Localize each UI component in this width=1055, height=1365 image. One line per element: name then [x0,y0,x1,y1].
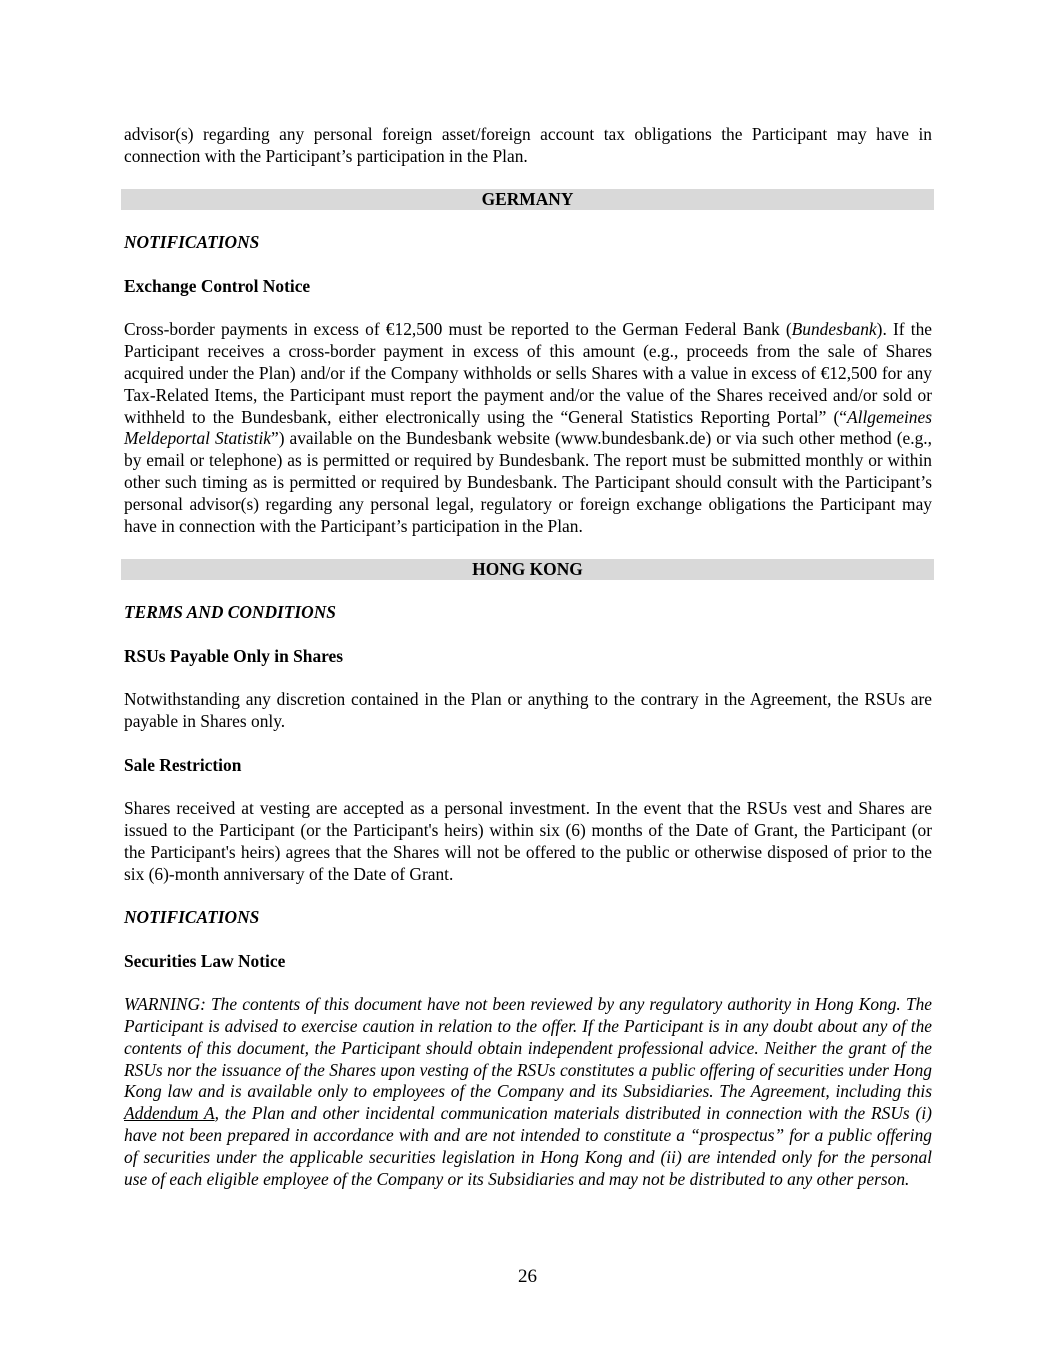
securities-warning-paragraph: WARNING: The contents of this document have not been reviewed by any regulatory authority in Hong Kong. The Participant is advised to exercise caution in relation to the offer. If the Participant is in any doubt about any of the contents of this document, the Participant should obtain independent professional advice. Neither the grant of the RSUs nor the issuance of the Shares upon vesting of the RSUs constitutes a public offering of securities under Hong Kong law and is available only to employees of the Company and its Subsidiaries. The Agreement, including this Addendum A, the Plan and other incidental communication materials distributed in connection with the RSUs (i) have not been prepared in accordance with and are not intended to constitute a “prospectus” for a public offering of securities under the applicable securities legislation in Hong Kong and (ii) are intended only for the personal use of each eligible employee of the Company or its Subsidiaries and may not be distributed to any other person. [124,994,932,1189]
sale-restriction-heading: Sale Restriction [124,754,242,775]
rsu-paragraph: Notwithstanding any discretion contained in the Plan or anything to the contrary in the Agreement, the RSUs are payable in Shares only. [124,689,932,731]
section-band-germany: GERMANY [121,189,934,210]
document-page [124,124,932,1190]
section-band-hong-kong: HONG KONG [121,559,934,580]
securities-law-heading: Securities Law Notice [124,950,286,971]
exchange-control-heading: Exchange Control Notice [124,275,311,296]
rsu-heading: RSUs Payable Only in Shares [124,645,344,666]
bundesbank-italic: Bundesbank [791,319,877,340]
germany-notifications-heading: NOTIFICATIONS [124,232,260,253]
sale-restriction-paragraph: Shares received at vesting are accepted as a personal investment. In the event that the RSUs vest and Shares are issued to the Participant (or the Participant's heirs) within six (6) months of the Date of Grant, the Participant (or the Participant's heirs) agrees that the Shares will not be offered to the public or otherwise disposed of prior to the six (6)-month anniversary of the Date of Grant. [124,798,932,884]
hk-notifications-heading: NOTIFICATIONS [124,907,260,928]
intro-paragraph: advisor(s) regarding any personal foreign asset/foreign account tax obligations the Participant may have in connection with the Participant’s participation in the Plan. [124,124,932,166]
portal-name-italic: Allgemeines Meldeportal Statistik [124,406,932,449]
terms-heading: TERMS AND CONDITIONS [124,601,336,622]
page-number: 26 [518,1266,537,1287]
addendum-link[interactable]: Addendum A [124,1103,215,1124]
exchange-control-paragraph: Cross-border payments in excess of €12,500 must be reported to the German Federal Bank (Bundesbank). If the Participant receives a cross-border payment in excess of this amount (e.g., proceeds from the sale of Shares acquired under the Plan) and/or if the Company withholds or sells Shares with a value in excess of €12,500 for any Tax-Related Items, the Participant must report the payment and/or the value of the Shares received and/or sold or withheld to the Bundesbank, either electronically using the “General Statistics Reporting Portal” (“Allgemeines Meldeportal Statistik”) available on the Bundesbank website (www.bundesbank.de) or via such other method (e.g., by email or telephone) as is permitted or required by Bundesbank. The report must be submitted monthly or within other such timing as is permitted or required by Bundesbank. The Participant should consult with the Participant’s personal advisor(s) regarding any personal legal, regulatory or foreign exchange obligations the Participant may have in connection with the Participant’s participation in the Plan. [124,319,933,536]
